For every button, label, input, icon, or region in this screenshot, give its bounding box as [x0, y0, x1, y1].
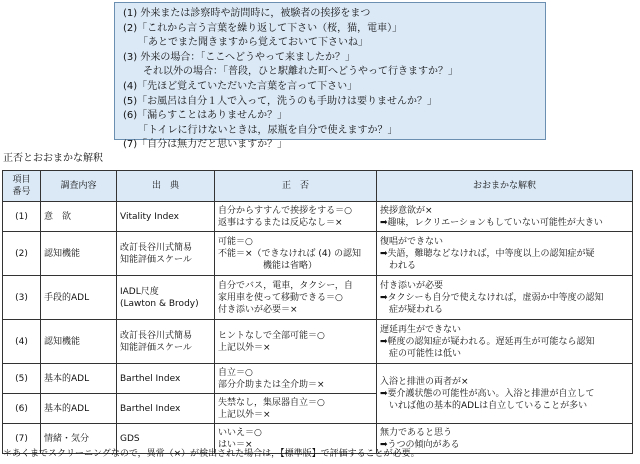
correct-line: 可能＝○: [218, 236, 253, 247]
table-row: [3, 364, 633, 394]
header-source: 出 典: [117, 171, 215, 202]
row-interpretation: [377, 276, 633, 320]
source-line: 知能評価スケール: [120, 254, 192, 265]
source-line: (Lawton & Brody): [120, 298, 199, 309]
interp-line: われる: [380, 260, 417, 271]
interp-line: 遅延再生ができない: [380, 324, 462, 335]
table-row: [3, 232, 633, 276]
question-line-5: それ以外の場合：「普段，ひと駅離れた町へどうやって行きますか？」: [123, 66, 458, 78]
row-source: [117, 320, 215, 364]
question-line-7: (5)「お風呂は自分１人で入って，洗うのも手助けは要りませんか？」: [123, 95, 437, 107]
source-line: Vitality Index: [120, 211, 179, 222]
interp-line: ➡タクシーも自分で使えなければ，虚弱か中等度の認知: [380, 292, 604, 303]
interp-line: ➡軽度の認知症が疑われる。遅延再生が可能なら認知: [380, 336, 595, 347]
row-category: 意 欲: [41, 202, 117, 232]
correct-line: いいえ＝○: [218, 427, 262, 438]
row-category: 手段的ADL: [41, 276, 117, 320]
correct-line: 部分介助または全介助＝×: [218, 379, 325, 390]
footnote: ＊あくまでスクリーニングなので，異常（×）が検出された場合は，【標準版】で評価することが必要。: [3, 449, 420, 459]
row-category: 認知機能: [41, 320, 117, 364]
correct-line: 自分でバス，電車，タクシー，自: [218, 280, 353, 291]
row-correct: [215, 232, 377, 276]
row-interpretation: [377, 320, 633, 364]
table-header-row: [3, 171, 633, 202]
row-number: (2): [3, 232, 41, 276]
interp-line: 症が疑われる: [380, 304, 444, 315]
source-line: 知能評価スケール: [120, 342, 192, 353]
question-line-4: (3) 外来の場合：「ここへどうやって来ましたか？」: [123, 51, 355, 63]
row-number: (6): [3, 394, 41, 424]
row-correct: [215, 394, 377, 424]
question-line-3: 「あとでまた聞きますから覚えておいて下さいね」: [123, 37, 368, 49]
question-line-10: (7)「自分は無力だと思いますか？」: [123, 139, 288, 151]
row-number: (1): [3, 202, 41, 232]
row-interpretation: [377, 364, 633, 424]
interp-line: 挨拶意欲が×: [380, 205, 433, 216]
row-correct: [215, 202, 377, 232]
interp-line: 症の可能性は低い: [380, 348, 462, 359]
interp-line: ➡趣味，レクリエーションもしていない可能性が大きい: [380, 217, 603, 228]
row-number: (5): [3, 364, 41, 394]
row-source: [117, 394, 215, 424]
interp-line: 無力であると思う: [380, 427, 453, 438]
source-line: IADL尺度: [120, 286, 159, 297]
header-interpretation: おおまかな解釈: [377, 171, 633, 202]
question-box: [114, 2, 546, 151]
question-line-2: (2)「これから言う言葉を繰り返して下さい（桜，猫，電車）」: [123, 22, 403, 34]
header-correct: 正 否: [215, 171, 377, 202]
question-line-8: (6)「漏らすことはありませんか？」: [123, 110, 288, 122]
correct-line: 上記以外＝×: [218, 342, 271, 353]
question-line-6: (4)「先ほど覚えていただいた言葉を言って下さい」: [123, 80, 358, 92]
interp-line: 復唱ができない: [380, 236, 444, 247]
row-correct: [215, 276, 377, 320]
correct-line: 失禁なし，集尿器自立＝○: [218, 397, 325, 408]
source-line: 改訂長谷川式簡易: [120, 330, 193, 341]
correct-line: 自立＝○: [218, 367, 253, 378]
row-correct: [215, 364, 377, 394]
row-source: [117, 364, 215, 394]
interp-line: いれば他の基本的ADLは自立していることが多い: [380, 400, 588, 411]
interp-line: 入浴と排泄の両者が×: [380, 376, 469, 387]
table-row: [3, 276, 633, 320]
row-category: 情緒・気分: [41, 424, 117, 454]
correct-line: 上記以外＝×: [218, 409, 271, 420]
row-number: (7): [3, 424, 41, 454]
correct-line: 自分からすすんで挨拶をする＝○: [218, 205, 352, 216]
row-source: [117, 232, 215, 276]
source-line: Barthel Index: [120, 403, 181, 414]
interp-line: 付き添いが必要: [380, 280, 444, 291]
table-caption: 正否とおおまかな解釈: [3, 153, 103, 164]
correct-line: ヒントなしで全部可能＝○: [218, 330, 325, 341]
row-category: 認知機能: [41, 232, 117, 276]
source-line: Barthel Index: [120, 373, 181, 384]
row-category: 基本的ADL: [41, 364, 117, 394]
row-correct: [215, 320, 377, 364]
correct-line: はい＝×: [218, 439, 253, 450]
interp-line: ➡失語，難聴などなければ，中等度以上の認知症が疑: [380, 248, 595, 259]
row-category: 基本的ADL: [41, 394, 117, 424]
interp-line: ➡要介護状態の可能性が高い。入浴と排泄が自立して: [380, 388, 595, 399]
header-survey: 調査内容: [41, 171, 117, 202]
correct-line: 家用車を使って移動できる＝○: [218, 292, 343, 303]
interp-line: ➡うつの傾向がある: [380, 439, 460, 450]
correct-line: 返事はするまたは反応なし＝×: [218, 217, 343, 228]
header-item-number: 項目 番号: [3, 171, 41, 202]
source-line: 改訂長谷川式簡易: [120, 242, 193, 253]
correct-line: 不能＝×（できなければ (4) の認知: [218, 248, 362, 259]
row-interpretation: [377, 202, 633, 232]
row-number: (4): [3, 320, 41, 364]
row-number: (3): [3, 276, 41, 320]
correct-line: 機能は省略）: [218, 260, 318, 271]
interpretation-table: [2, 170, 633, 454]
source-line: GDS: [120, 433, 140, 444]
row-source: [117, 202, 215, 232]
correct-line: 付き添いが必要＝×: [218, 304, 298, 315]
table-row: [3, 202, 633, 232]
table-row: [3, 320, 633, 364]
question-line-9: 「トイレに行けないときは，尿瓶を自分で使えますか？」: [123, 124, 398, 136]
row-source: [117, 276, 215, 320]
question-line-1: (1) 外来または診察時や訪問時に，被験者の挨拶をまつ: [123, 8, 371, 19]
row-interpretation: [377, 232, 633, 276]
